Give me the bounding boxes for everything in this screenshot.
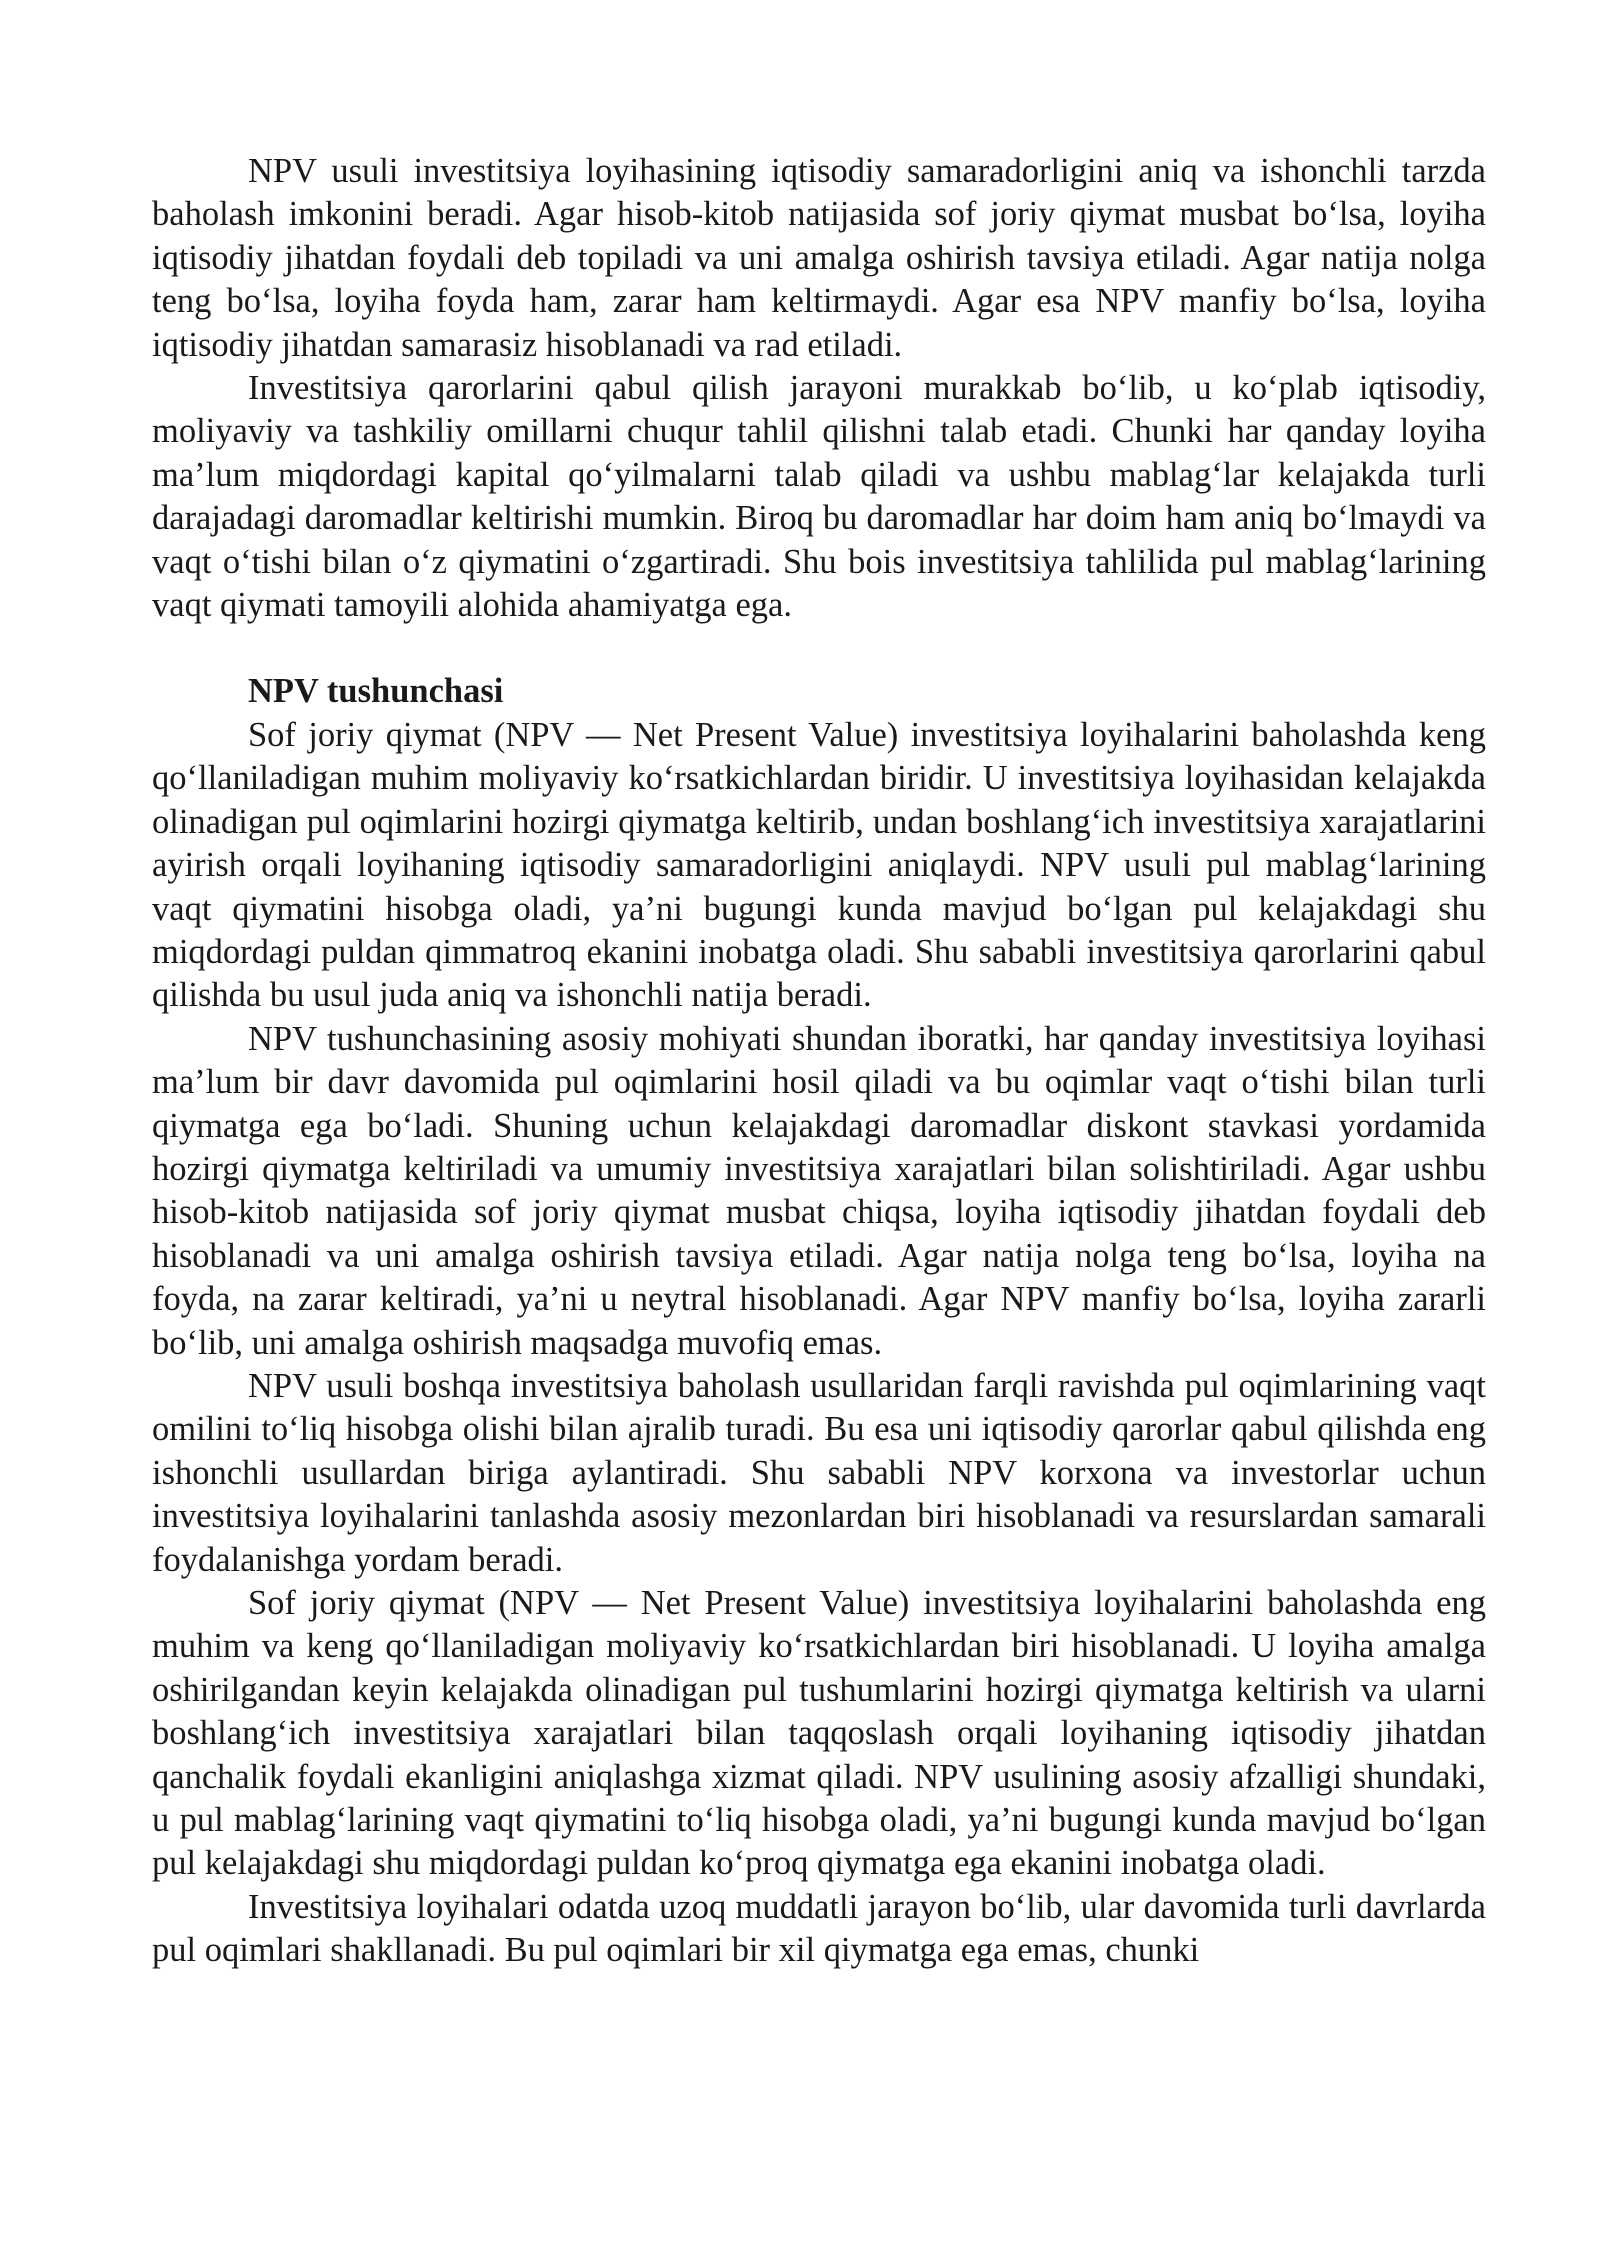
paragraph-cash-flows: Investitsiya loyihalari odatda uzoq muddatli jarayon bo‘lib, ular davomida turli davrlarda pul oqimlari shakllanadi. Bu pul oqimlari bir xil qiymatga ega emas, chunki (152, 1887, 1486, 1970)
paragraph-npv-importance: Sof joriy qiymat (NPV — Net Present Value) investitsiya loyihalarini baholashda eng muhim va keng qo‘llaniladigan moliyaviy ko‘rsatkichlardan biri hisoblanadi. U loyiha amalga oshirilgandan keyin kelajakda olinadigan pul tushumlarini hozirgi qiymatga keltirish va ularni boshlang‘ich investitsiya xarajatlari bilan taqqoslash orqali loyihaning iqtisodiy jihatdan qanchalik foydali ekanligini aniqlashga xizmat qiladi. NPV usulining asosiy afzalligi shundaki, u pul mablag‘larining vaqt qiymatini to‘liq hisobga oladi, ya’ni bugungi kunda mavjud bo‘lgan pul kelajakdagi shu miqdordagi puldan ko‘proq qiymatga ega ekanini inobatga oladi. (152, 1584, 1486, 1883)
paragraph-npv-essence: NPV tushunchasining asosiy mohiyati shundan iboratki, har qanday investitsiya loyihasi ma’lum bir davr davomida pul oqimlarini hosil qiladi va bu oqimlar vaqt o‘tishi bilan turli qiymatga ega bo‘ladi. Shuning uchun kelajakdagi daromadlar diskont stavkasi yordamida hozirgi qiymatga keltiriladi va umumiy investitsiya xarajatlari bilan solishtiriladi. Agar ushbu hisob-kitob natijasida sof joriy qiymat musbat chiqsa, loyiha iqtisodiy jihatdan foydali deb hisoblanadi va uni amalga oshirish tavsiya etiladi. Agar natija nolga teng bo‘lsa, loyiha na foyda, na zarar keltiradi, ya’ni u neytral hisoblanadi. Agar NPV manfiy bo‘lsa, loyiha zararli bo‘lib, uni amalga oshirish maqsadga muvofiq emas. (152, 1019, 1486, 1362)
section-heading: NPV tushunchasi (248, 672, 504, 711)
paragraph-npv-evaluation: NPV usuli investitsiya loyihasining iqtisodiy samaradorligini aniq va ishonchli tarzda baholash imkonini beradi. Agar hisob-kitob natijasida sof joriy qiymat musbat bo‘lsa, loyiha iqtisodiy jihatdan foydali deb topiladi va uni amalga oshirish tavsiya etiladi. Agar natija nolga teng bo‘lsa, loyiha foyda ham, zarar ham keltirmaydi. Agar esa NPV manfiy bo‘lsa, loyiha iqtisodiy jihatdan samarasiz hisoblanadi va rad etiladi. (152, 152, 1486, 364)
document-page (152, 150, 1486, 1973)
paragraph-npv-advantage: NPV usuli boshqa investitsiya baholash usullaridan farqli ravishda pul oqimlarining vaqt omilini to‘liq hisobga olishi bilan ajralib turadi. Bu esa uni iqtisodiy qarorlar qabul qilishda eng ishonchli usullardan biriga aylantiradi. Shu sababli NPV korxona va investorlar uchun investitsiya loyihalarini tanlashda asosiy mezonlardan biri hisoblanadi va resurslardan samarali foydalanishga yordam beradi. (152, 1366, 1486, 1579)
paragraph-investment-decisions: Investitsiya qarorlarini qabul qilish jarayoni murakkab bo‘lib, u ko‘plab iqtisodiy, moliyaviy va tashkiliy omillarni chuqur tahlil qilishni talab etadi. Chunki har qanday loyiha ma’lum miqdordagi kapital qo‘yilmalarni talab qiladi va ushbu mablag‘lar kelajakda turli darajadagi daromadlar keltirishi mumkin. Biroq bu daromadlar har doim ham aniq bo‘lmaydi va vaqt o‘tishi bilan o‘z qiymatini o‘zgartiradi. Shu bois investitsiya tahlilida pul mablag‘larining vaqt qiymati tamoyili alohida ahamiyatga ega. (152, 369, 1486, 625)
paragraph-npv-definition: Sof joriy qiymat (NPV — Net Present Value) investitsiya loyihalarini baholashda keng qo‘llaniladigan muhim moliyaviy ko‘rsatkichlardan biridir. U investitsiya loyihasidan kelajakda olinadigan pul oqimlarini hozirgi qiymatga keltirib, undan boshlang‘ich investitsiya xarajatlarini ayirish orqali loyihaning iqtisodiy samaradorligini aniqlaydi. NPV usuli pul mablag‘larining vaqt qiymatini hisobga oladi, ya’ni bugungi kunda mavjud bo‘lgan pul kelajakdagi shu miqdordagi puldan qimmatroq ekanini inobatga oladi. Shu sababli investitsiya qarorlarini qabul qilishda bu usul juda aniq va ishonchli natija beradi. (152, 715, 1486, 1015)
